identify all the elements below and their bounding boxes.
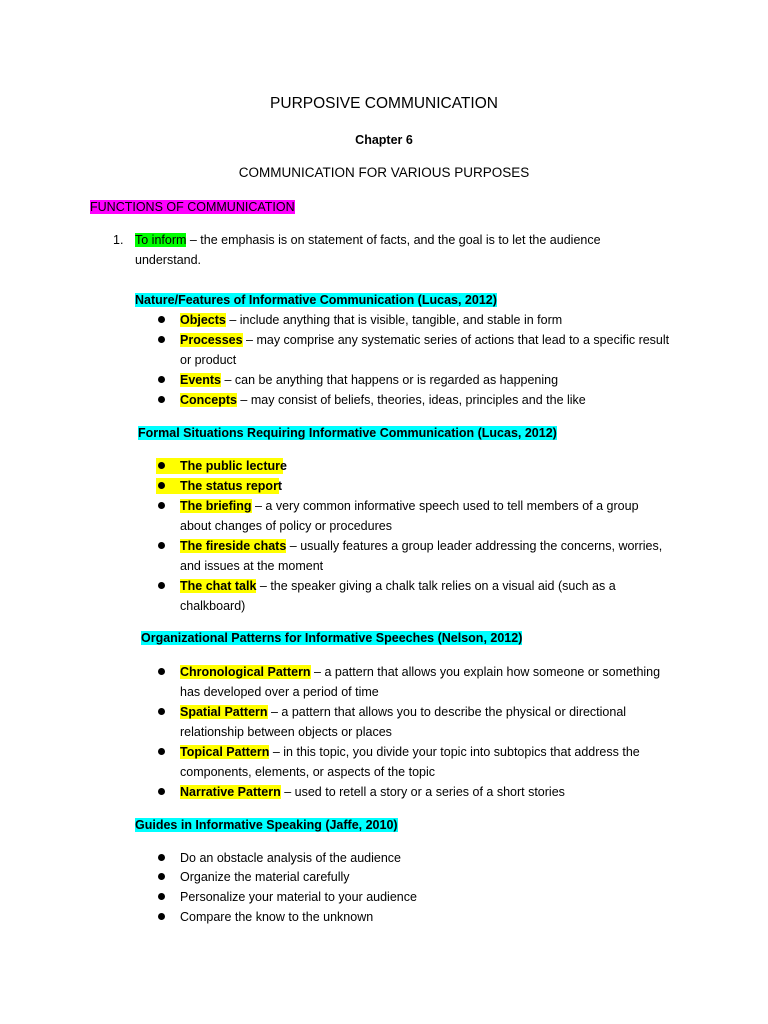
- list-item-text-cont: or product: [180, 353, 237, 367]
- features-heading: [135, 292, 497, 308]
- bullet-icon: [158, 582, 165, 589]
- list-item: [156, 478, 283, 494]
- bullet-icon: [158, 748, 165, 755]
- bullet-icon: [158, 788, 165, 795]
- list-item: [180, 392, 586, 408]
- bullet-icon: [158, 893, 165, 900]
- bullet-icon: [158, 542, 165, 549]
- list-item: [180, 784, 565, 800]
- bullet-icon: [158, 462, 165, 469]
- list-item: [180, 664, 660, 680]
- list-item-term: The status report: [180, 479, 283, 493]
- list-item-text: – used to retell a story or a series of a short stories: [280, 785, 565, 799]
- item-number: 1.: [113, 233, 124, 247]
- list-item: [180, 538, 662, 554]
- list-item-text: – a pattern that allows you explain how someone or something: [310, 665, 661, 679]
- bullet-icon: [158, 854, 165, 861]
- list-item: Personalize your material to your audience: [180, 890, 417, 904]
- list-item-text-cont: components, elements, or aspects of the topic: [180, 765, 435, 779]
- list-item: [156, 458, 287, 474]
- list-item-term: The briefing: [180, 499, 252, 513]
- list-item: Do an obstacle analysis of the audience: [180, 851, 401, 865]
- list-item: [180, 498, 639, 514]
- list-item-text: – may comprise any systematic series of actions that lead to a specific result: [242, 333, 670, 347]
- list-item-term: Processes: [180, 333, 243, 347]
- list-item-text-cont: chalkboard): [180, 599, 246, 613]
- list-item-term: Chronological Pattern: [180, 665, 311, 679]
- list-item: Compare the know to the unknown: [180, 910, 374, 924]
- to-inform-description-cont: understand.: [135, 253, 202, 267]
- list-item-term: Narrative Pattern: [180, 785, 281, 799]
- section-heading-text: FUNCTIONS OF COMMUNICATION: [90, 200, 295, 214]
- document-title: PURPOSIVE COMMUNICATION: [270, 95, 498, 112]
- list-item-term: Concepts: [180, 393, 237, 407]
- list-item-term: Topical Pattern: [180, 745, 270, 759]
- list-item-text: – a very common informative speech used to tell members of a group: [251, 499, 639, 513]
- list-item: Organize the material carefully: [180, 870, 350, 884]
- list-item: [180, 372, 558, 388]
- bullet-icon: [158, 873, 165, 880]
- list-item-term: Events: [180, 373, 221, 387]
- chapter-label: Chapter 6: [355, 133, 413, 147]
- list-item-term: Objects: [180, 313, 226, 327]
- list-item-text: – include anything that is visible, tangible, and stable in form: [225, 313, 563, 327]
- list-item-text: – the speaker giving a chalk talk relies on a visual aid (such as a: [256, 579, 616, 593]
- list-item: [180, 704, 626, 720]
- item-to-inform: [135, 232, 601, 248]
- situations-heading-text: Formal Situations Requiring Informative Communication (Lucas, 2012): [138, 426, 557, 440]
- bullet-icon: [158, 668, 165, 675]
- bullet-icon: [158, 376, 165, 383]
- bullet-icon: [158, 502, 165, 509]
- list-item-term: The fireside chats: [180, 539, 287, 553]
- bullet-icon: [158, 482, 165, 489]
- chapter-subtitle: COMMUNICATION FOR VARIOUS PURPOSES: [238, 165, 530, 180]
- bullet-icon: [158, 708, 165, 715]
- list-item: [180, 744, 640, 760]
- bullet-icon: [158, 316, 165, 323]
- list-item-text-cont: has developed over a period of time: [180, 685, 379, 699]
- list-item: [180, 578, 616, 594]
- patterns-heading-text: Organizational Patterns for Informative Speeches (Nelson, 2012): [141, 631, 523, 645]
- list-item-text: – in this topic, you divide your topic into subtopics that address the: [269, 745, 640, 759]
- list-item-term: The public lecture: [180, 459, 287, 473]
- section-heading: [90, 199, 295, 215]
- list-item-text-cont: about changes of policy or procedures: [180, 519, 392, 533]
- guides-heading-text: Guides in Informative Speaking (Jaffe, 2010): [135, 818, 398, 832]
- bullet-icon: [158, 396, 165, 403]
- situations-heading: [138, 425, 557, 441]
- list-item-text: – a pattern that allows you to describe the physical or directional: [267, 705, 627, 719]
- list-item-term: Spatial Pattern: [180, 705, 268, 719]
- list-item-term: The chat talk: [180, 579, 257, 593]
- list-item-text-cont: and issues at the moment: [180, 559, 324, 573]
- bullet-icon: [158, 913, 165, 920]
- list-item: [180, 332, 669, 348]
- list-item-text-cont: relationship between objects or places: [180, 725, 392, 739]
- guides-heading: [135, 817, 398, 833]
- patterns-heading: [141, 630, 522, 646]
- features-heading-text: Nature/Features of Informative Communication (Lucas, 2012): [135, 293, 497, 307]
- to-inform-description: – the emphasis is on statement of facts, and the goal is to let the audience: [186, 233, 601, 247]
- term-to-inform: To inform: [135, 233, 187, 247]
- list-item-text: – usually features a group leader addressing the concerns, worries,: [286, 539, 663, 553]
- bullet-icon: [158, 336, 165, 343]
- list-item-text: – may consist of beliefs, theories, ideas, principles and the like: [236, 393, 586, 407]
- list-item-text: – can be anything that happens or is regarded as happening: [221, 373, 559, 387]
- list-item: [180, 312, 562, 328]
